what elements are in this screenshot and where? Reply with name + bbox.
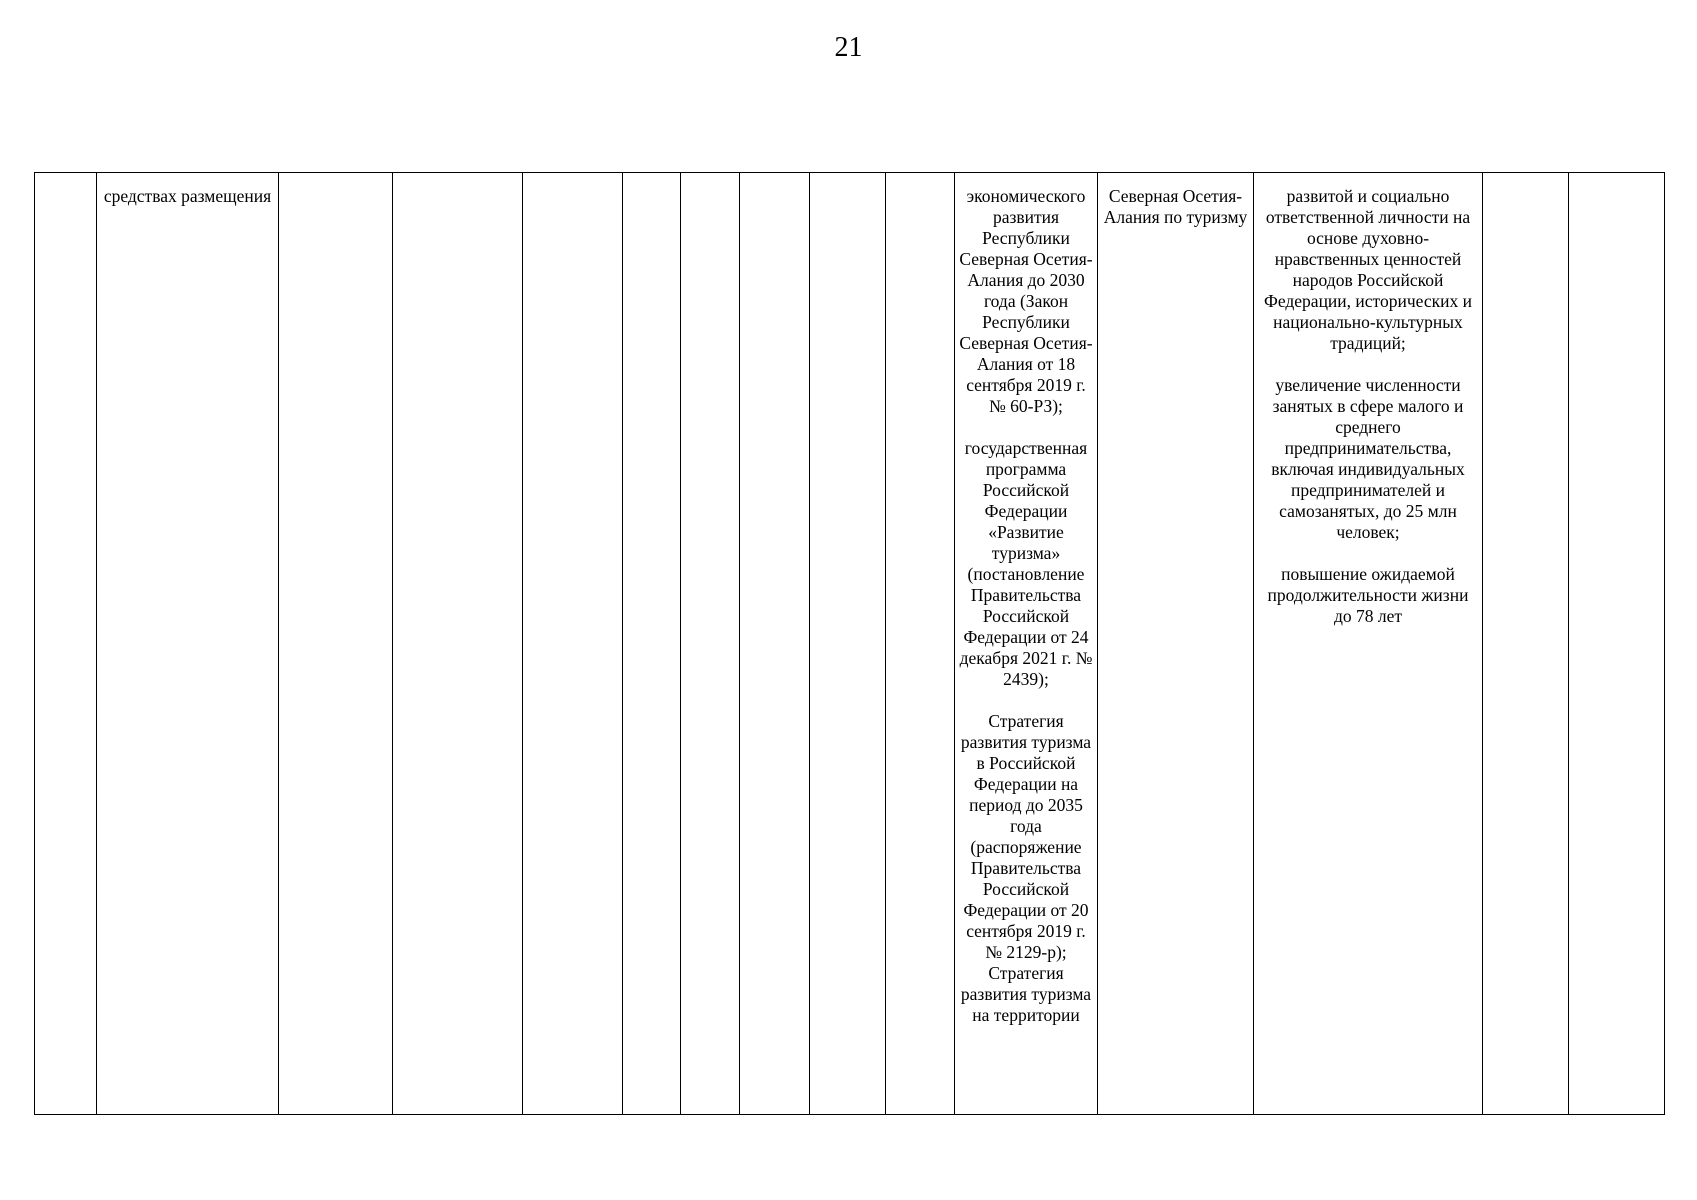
table-cell-col9 <box>810 173 886 1115</box>
table-cell-col7 <box>681 173 740 1115</box>
cell-text: средствах размещения <box>103 186 272 206</box>
cell-paragraph: экономического развития Республики Северная Осетия-Алания до 2030 года (Закон Республики Северная Осетия-Алания от 18 сентября 2019 г. № 60-РЗ); <box>959 186 1093 416</box>
cell-paragraph: повышение ожидаемой продолжительности жизни до 78 лет <box>1267 564 1469 626</box>
table-cell-col4 <box>393 173 523 1115</box>
document-table <box>34 172 1665 1115</box>
table-cell-col6 <box>623 173 681 1115</box>
table-row <box>35 173 1665 1115</box>
table-cell-col10 <box>886 173 955 1115</box>
table-cell-col12 <box>1098 173 1254 1115</box>
cell-paragraph: развитой и социально ответственной личности на основе духовно-нравственных ценностей народов Российской Федерации, исторических и национально-культурных традиций; <box>1264 186 1472 353</box>
table-cell-col8 <box>740 173 810 1115</box>
table-cell-col14 <box>1483 173 1569 1115</box>
page-number: 21 <box>834 32 863 63</box>
cell-text: Северная Осетия-Алания по туризму <box>1103 186 1248 227</box>
cell-paragraph: увеличение численности занятых в сфере малого и среднего предпринимательства, включая индивидуальных предпринимателей и самозанятых, до 25 млн человек; <box>1271 375 1465 542</box>
cell-paragraph: Стратегия развития туризма на территории <box>960 963 1092 1025</box>
cell-paragraph: государственная программа Российской Федерации «Развитие туризма» (постановление Правительства Российской Федерации от 24 декабря 2021 г. № 2439); <box>959 438 1093 689</box>
table-cell-col11 <box>955 173 1098 1115</box>
table-cell-col2 <box>97 173 279 1115</box>
table-cell-col5 <box>523 173 623 1115</box>
table-cell-col3 <box>279 173 393 1115</box>
table-cell-col13 <box>1254 173 1483 1115</box>
table-cell-col15 <box>1569 173 1665 1115</box>
cell-paragraph: Стратегия развития туризма в Российской Федерации на период до 2035 года (распоряжение Правительства Российской Федерации от 20 сентября 2019 г. № 2129-р); <box>960 711 1092 962</box>
table-cell-col1 <box>35 173 97 1115</box>
